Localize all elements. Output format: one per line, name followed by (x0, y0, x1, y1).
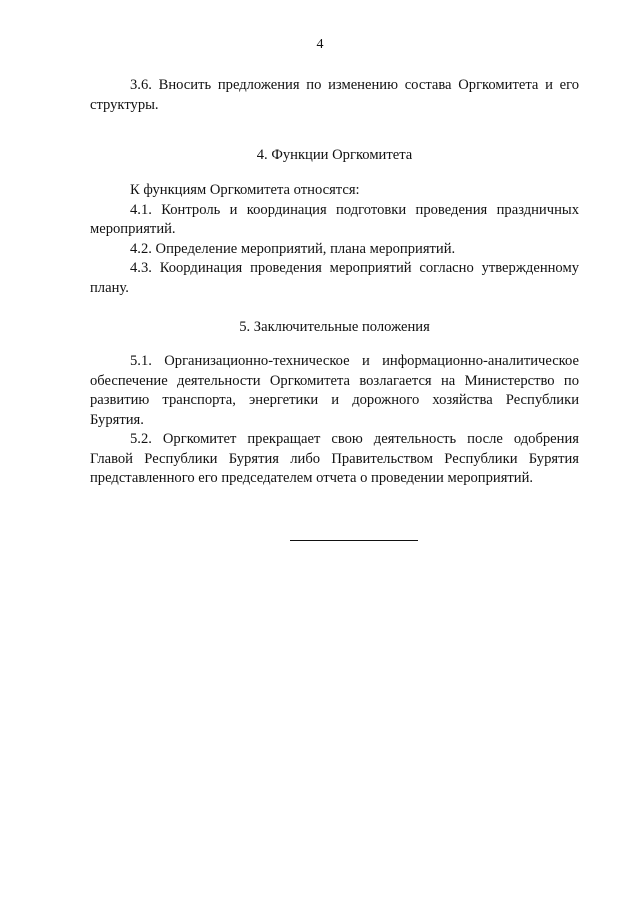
section-5-body (90, 352, 579, 489)
item-4-2: 4.2. Определение мероприятий, плана мероприятий. (130, 240, 456, 257)
section-4-heading: 4. Функции Оргкомитета (256, 147, 413, 163)
item-4-3: 4.3. Координация проведения мероприятий согласно утвержденному плану. (90, 260, 579, 296)
section-3-body (90, 76, 579, 115)
end-of-document-line (290, 540, 418, 541)
item-3-6: 3.6. Вносить предложения по изменению состава Оргкомитета и его структуры. (90, 77, 579, 113)
section-4-intro: К функциям Оргкомитета относятся: (130, 182, 360, 198)
item-5-1: 5.1. Организационно-техническое и информационно-аналитическое обеспечение деятельности Оргкомитета возлагается на Министерство по развитию транспорта, энергетики и дорожного хозяйства Республики Бурятия. (90, 353, 579, 428)
page-number: 4 (316, 37, 324, 52)
section-4-body (90, 181, 579, 298)
item-5-2: 5.2. Оргкомитет прекращает свою деятельность после одобрения Главой Республики Бурятия либо Правительством Республики Бурятия представленного его председателем отчета о проведении мероприятий. (90, 431, 579, 486)
section-5-heading: 5. Заключительные положения (239, 319, 430, 335)
item-4-1: 4.1. Контроль и координация подготовки проведения праздничных мероприятий. (90, 201, 579, 237)
